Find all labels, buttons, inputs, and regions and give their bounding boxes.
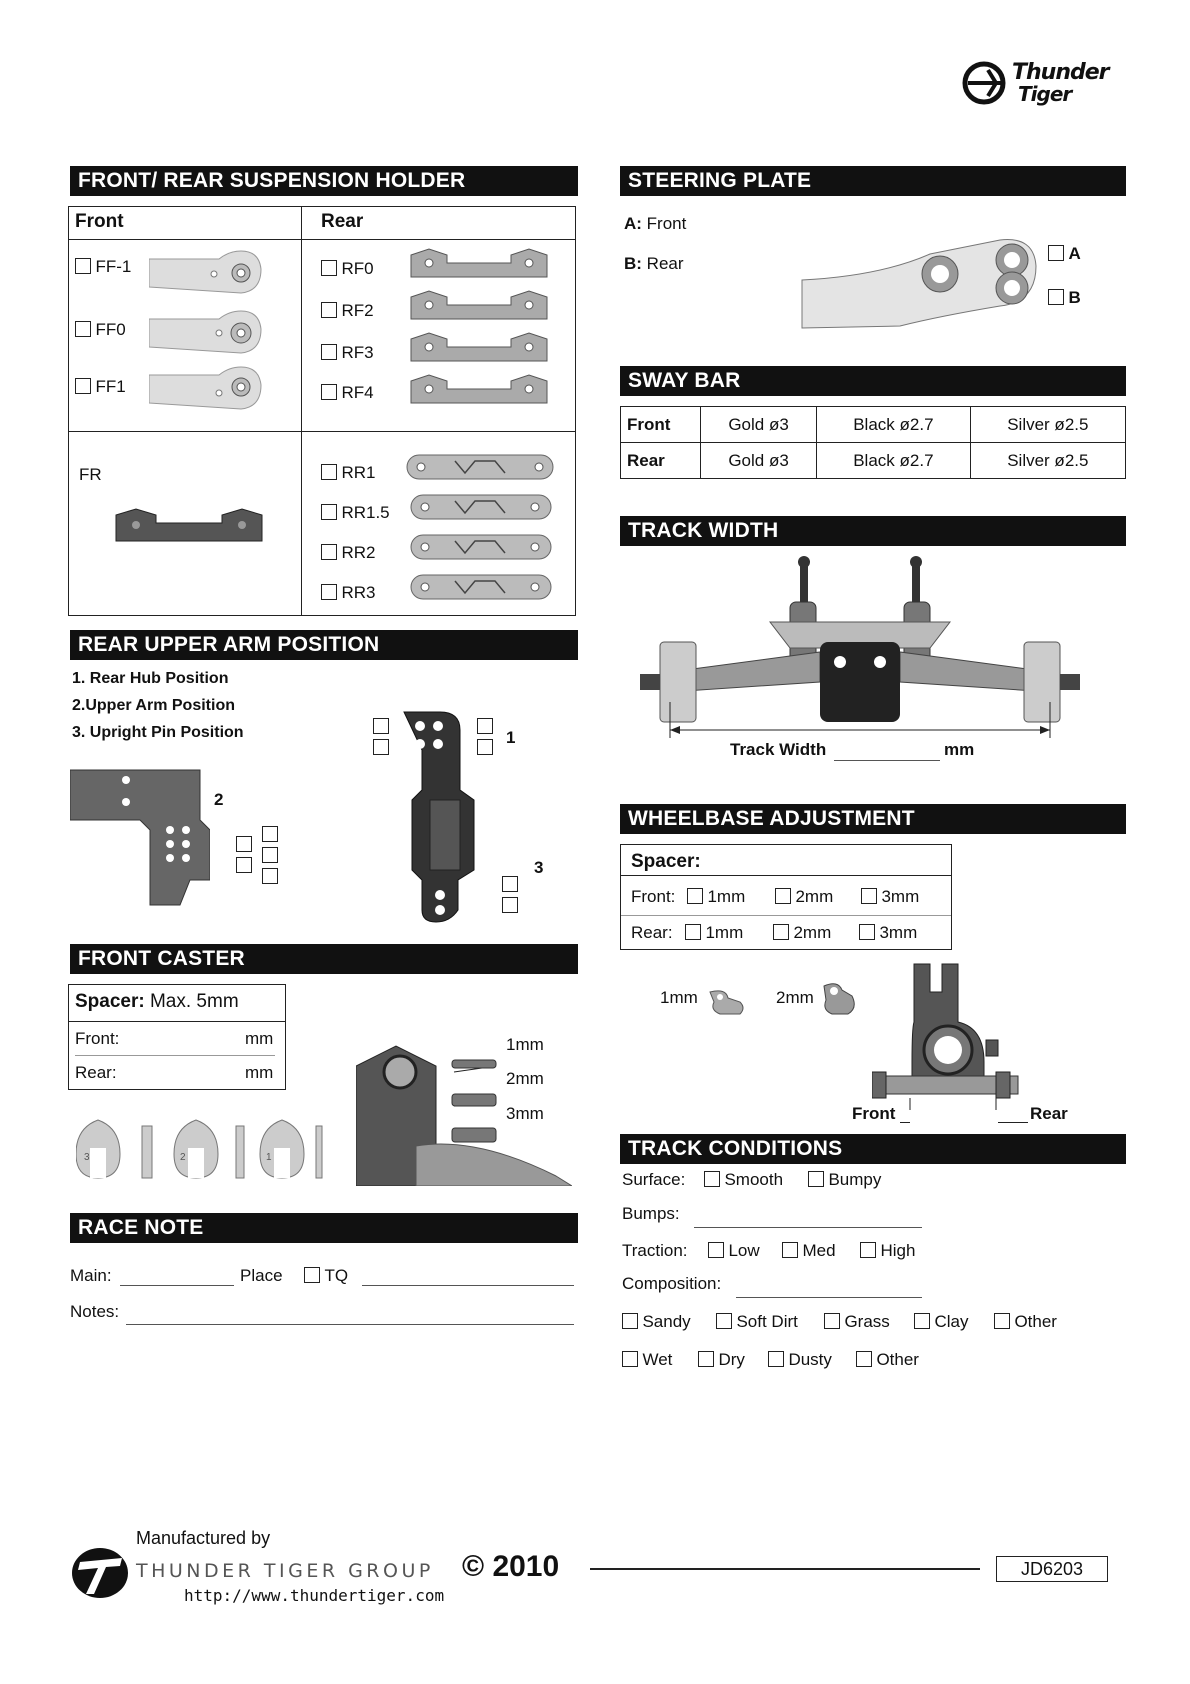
option-label: FF1 (95, 377, 126, 396)
manufactured-by: Manufactured by (136, 1528, 271, 1548)
checkbox[interactable] (321, 384, 337, 400)
option-label: RR2 (341, 543, 376, 562)
doc-code: JD6203 (1020, 1559, 1084, 1579)
option-label: RF2 (341, 301, 374, 320)
wheelbase-spacer-label: Spacer: (631, 851, 701, 872)
hub-pos-checkbox[interactable] (373, 739, 389, 755)
checkbox[interactable] (304, 1267, 320, 1283)
option-label: FF0 (95, 320, 126, 339)
ff-1-holder-drawing (149, 247, 269, 297)
option-label: A (1068, 244, 1081, 263)
ff1-holder-drawing (149, 363, 269, 413)
checkbox[interactable] (75, 378, 91, 394)
option-label: RF0 (341, 259, 374, 278)
race-note-title: RACE NOTE (70, 1213, 578, 1243)
fr-holder-drawing (114, 507, 264, 547)
steering-option-b[interactable] (1048, 288, 1081, 308)
col-rear-header: Rear (321, 211, 364, 232)
checkbox[interactable] (861, 888, 877, 904)
arm-pos-checkbox[interactable] (236, 857, 252, 873)
rear-option-rf0[interactable] (321, 259, 374, 279)
thunder-tiger-t-logo-icon (70, 1546, 130, 1600)
checkbox[interactable] (994, 1313, 1010, 1329)
moist-dusty[interactable]: Dusty (768, 1350, 832, 1370)
sway-black[interactable]: Black ø2.7 (817, 443, 971, 479)
steering-b-desc: B: Rear (624, 254, 684, 273)
sway-bar-title: SWAY BAR (620, 366, 1126, 396)
steering-a-desc: A: Front (624, 214, 687, 233)
composition-input-line[interactable] (736, 1297, 922, 1298)
wb-2mm-spacer-drawing (818, 980, 858, 1020)
sway-gold[interactable]: Gold ø3 (701, 407, 817, 443)
wb-front-2mm[interactable]: 2mm (775, 887, 833, 907)
caster-size-2mm: 2mm (506, 1069, 544, 1088)
checkbox[interactable] (782, 1242, 798, 1258)
callout-1: 1 (506, 728, 516, 747)
rear-option-rr2[interactable] (321, 543, 375, 563)
wb-rear-1mm[interactable]: 1mm (685, 923, 743, 943)
brand-logo (962, 58, 1132, 108)
place-input-line[interactable] (362, 1285, 574, 1286)
col-front-header: Front (75, 211, 124, 232)
notes-input-line[interactable] (126, 1324, 574, 1325)
front-option-ff0[interactable] (75, 320, 126, 340)
arm-pos-checkbox[interactable] (262, 847, 278, 863)
comp-soft-dirt[interactable]: Soft Dirt (716, 1312, 798, 1332)
wb-rear-3mm[interactable]: 3mm (859, 923, 917, 943)
sway-bar-table (620, 406, 1126, 479)
checkbox[interactable] (685, 924, 701, 940)
rear-upper-arm-title: REAR UPPER ARM POSITION (70, 630, 578, 660)
rear-option-rf4[interactable] (321, 383, 374, 403)
pin-position-checkboxes (502, 876, 522, 916)
group-name: THUNDER TIGER GROUP (136, 1560, 434, 1582)
website-url: http://www.thundertiger.com (184, 1586, 445, 1605)
checkbox[interactable] (321, 464, 337, 480)
checkbox[interactable] (321, 344, 337, 360)
arm-item-2: 2.Upper Arm Position (72, 697, 235, 714)
copyright: © 2010 (462, 1550, 560, 1583)
checkbox[interactable] (773, 924, 789, 940)
surface-label: Surface: (622, 1170, 686, 1189)
ff0-holder-drawing (149, 307, 269, 357)
checkbox[interactable] (321, 544, 337, 560)
suspension-holder-title: FRONT/ REAR SUSPENSION HOLDER (70, 166, 578, 196)
rr-holder-drawings (405, 451, 555, 611)
wb-img-2mm: 2mm (776, 988, 814, 1007)
caster-size-1mm: 1mm (506, 1035, 544, 1054)
checkbox[interactable] (321, 504, 337, 520)
suspension-holder-table (68, 206, 576, 616)
option-label: RR3 (341, 583, 376, 602)
tq-option[interactable] (304, 1266, 348, 1286)
rear-option-rf2[interactable] (321, 301, 374, 321)
front-caster-title: FRONT CASTER (70, 944, 578, 974)
traction-low[interactable]: Low (708, 1241, 760, 1261)
caster-spacer-box (68, 984, 286, 1090)
wheelbase-front-label: Front: (631, 887, 676, 906)
callout-3: 3 (534, 858, 544, 877)
checkbox[interactable] (1048, 289, 1064, 305)
checkbox[interactable] (75, 258, 91, 274)
moist-dry[interactable]: Dry (698, 1350, 745, 1370)
sway-row-label: Rear (621, 443, 701, 479)
logo-text-1: Thunder (1012, 60, 1109, 85)
caster-spacers-drawing (76, 1118, 332, 1182)
steering-option-a[interactable] (1048, 244, 1081, 264)
main-input-line[interactable] (120, 1285, 234, 1286)
comp-sandy[interactable]: Sandy (622, 1312, 691, 1332)
checkbox[interactable] (622, 1351, 638, 1367)
checkbox[interactable] (321, 584, 337, 600)
wb-front-1mm[interactable]: 1mm (687, 887, 745, 907)
sway-black[interactable]: Black ø2.7 (817, 407, 971, 443)
wheelbase-rear-label: Rear: (631, 923, 673, 942)
logo-text-2: Tiger (1018, 82, 1072, 106)
comp-other[interactable]: Other (994, 1312, 1057, 1332)
caster-spacer-label: Spacer: (75, 991, 145, 1012)
comp-grass[interactable]: Grass (824, 1312, 890, 1332)
checkbox[interactable] (716, 1313, 732, 1329)
checkbox[interactable] (321, 302, 337, 318)
checkbox[interactable] (768, 1351, 784, 1367)
spacer-number-1: 1 (266, 1152, 272, 1163)
hub-position-checkboxes (373, 718, 503, 758)
track-width-input-line[interactable] (834, 760, 940, 761)
sway-row-label: Front (621, 407, 701, 443)
sway-silver[interactable]: Silver ø2.5 (1007, 450, 1089, 470)
track-width-title: TRACK WIDTH (620, 516, 1126, 546)
option-label: B (1068, 288, 1081, 307)
car-rear-view-drawing (640, 552, 1080, 742)
checkbox[interactable] (698, 1351, 714, 1367)
arm-pos-checkbox[interactable] (262, 826, 278, 842)
composition-label: Composition: (622, 1274, 722, 1293)
wb-1mm-spacer-drawing (706, 988, 746, 1018)
checkbox[interactable] (775, 888, 791, 904)
main-label: Main: (70, 1266, 112, 1285)
checkbox[interactable] (1048, 245, 1064, 261)
chassis-plate-drawing (70, 760, 210, 910)
notes-label: Notes: (70, 1302, 120, 1321)
caster-rear-unit: mm (245, 1063, 274, 1082)
checkbox[interactable] (808, 1171, 824, 1187)
checkbox[interactable] (622, 1313, 638, 1329)
surface-smooth[interactable]: Smooth (704, 1170, 783, 1190)
pin-pos-checkbox[interactable] (502, 897, 518, 913)
checkbox[interactable] (708, 1242, 724, 1258)
arm-pos-checkbox[interactable] (262, 868, 278, 884)
checkbox[interactable] (704, 1171, 720, 1187)
arm-position-checkboxes (236, 826, 284, 890)
hub-pos-checkbox[interactable] (477, 718, 493, 734)
rear-hub-side-drawing (872, 962, 1042, 1112)
steering-plate-drawing (800, 236, 1040, 332)
spacer-number-3: 3 (84, 1152, 90, 1163)
moist-other[interactable]: Other (856, 1350, 919, 1370)
track-conditions-title: TRACK CONDITIONS (620, 1134, 1126, 1164)
tq-label: TQ (324, 1266, 349, 1285)
traction-high[interactable]: High (860, 1241, 915, 1261)
steering-plate-title: STEERING PLATE (620, 166, 1126, 196)
option-label: RF3 (341, 343, 374, 362)
option-label: RF4 (341, 383, 374, 402)
rear-option-rr3[interactable] (321, 583, 375, 603)
bumps-input-line[interactable] (694, 1227, 922, 1228)
hub-pos-checkbox[interactable] (373, 718, 389, 734)
sway-silver[interactable]: Silver ø2.5 (970, 407, 1125, 443)
comp-clay[interactable]: Clay (914, 1312, 968, 1332)
checkbox[interactable] (687, 888, 703, 904)
checkbox[interactable] (824, 1313, 840, 1329)
sway-row-rear (621, 443, 1126, 479)
checkbox[interactable] (856, 1351, 872, 1367)
surface-bumpy[interactable]: Bumpy (808, 1170, 881, 1190)
front-option-ff1[interactable] (75, 377, 126, 397)
sway-gold[interactable]: Gold ø3 (701, 443, 817, 479)
fr-label: FR (79, 465, 102, 484)
bumps-label: Bumps: (622, 1204, 680, 1223)
pin-pos-checkbox[interactable] (502, 876, 518, 892)
traction-label: Traction: (622, 1241, 688, 1260)
arm-item-3: 3. Upright Pin Position (72, 724, 244, 741)
wb-img-rear: Rear (1030, 1104, 1068, 1123)
caster-rear-label: Rear: (75, 1063, 117, 1082)
place-label: Place (240, 1266, 283, 1285)
traction-med[interactable]: Med (782, 1241, 836, 1261)
wb-rear-2mm[interactable]: 2mm (773, 923, 831, 943)
caster-spacer-value: Max. 5mm (144, 991, 239, 1012)
track-width-label: Track Width (730, 740, 827, 759)
arm-pos-checkbox[interactable] (236, 836, 252, 852)
checkbox[interactable] (321, 260, 337, 276)
caster-front-label: Front: (75, 1029, 120, 1048)
checkbox[interactable] (914, 1313, 930, 1329)
front-option-ff-1[interactable] (75, 257, 131, 277)
option-label: FF-1 (95, 257, 132, 276)
caster-size-3mm: 3mm (506, 1104, 544, 1123)
checkbox[interactable] (860, 1242, 876, 1258)
rear-option-rr1-5[interactable] (321, 503, 390, 523)
hub-pos-checkbox[interactable] (477, 739, 493, 755)
moist-wet[interactable]: Wet (622, 1350, 672, 1370)
checkbox[interactable] (75, 321, 91, 337)
wb-front-3mm[interactable]: 3mm (861, 887, 919, 907)
caster-front-unit: mm (245, 1029, 274, 1048)
footer-rule (590, 1568, 980, 1570)
rear-option-rf3[interactable] (321, 343, 374, 363)
option-label: RR1.5 (341, 503, 390, 522)
sway-row-front (621, 407, 1126, 443)
wheelbase-spacer-box (620, 844, 952, 950)
rear-option-rr1[interactable] (321, 463, 375, 483)
option-label: RR1 (341, 463, 376, 482)
wb-img-1mm: 1mm (660, 988, 698, 1007)
spacer-number-2: 2 (180, 1152, 186, 1163)
rf-holder-drawings (409, 247, 549, 427)
doc-code-box (996, 1556, 1108, 1582)
arm-item-1: 1. Rear Hub Position (72, 670, 229, 687)
checkbox[interactable] (859, 924, 875, 940)
track-width-unit: mm (944, 740, 975, 759)
wheelbase-title: WHEELBASE ADJUSTMENT (620, 804, 1126, 834)
wb-img-front: Front (852, 1104, 896, 1123)
callout-2: 2 (214, 790, 224, 809)
